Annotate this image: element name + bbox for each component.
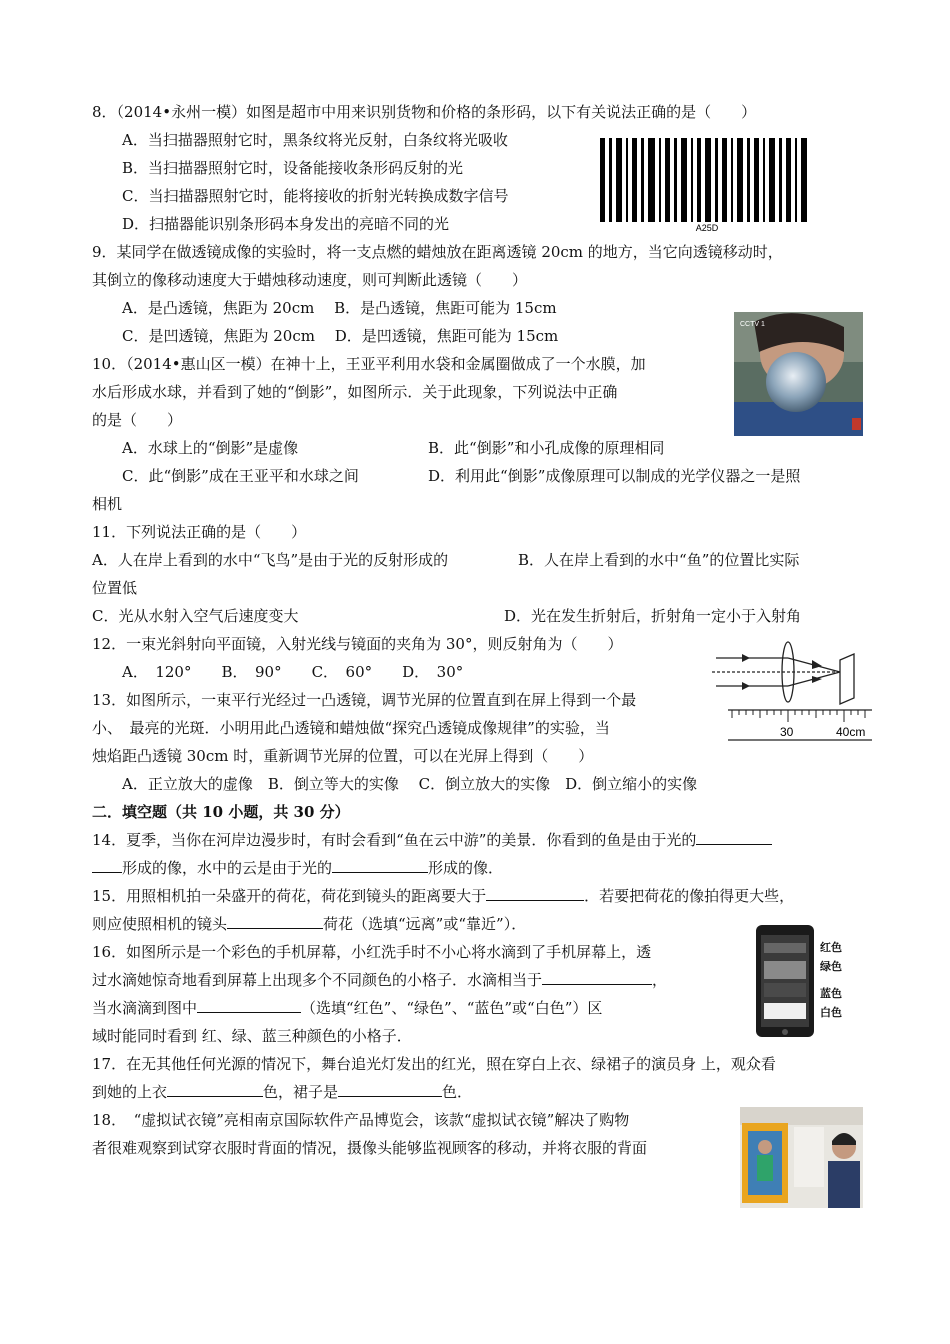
label-green: 绿色	[820, 960, 842, 973]
q8-stem: 8．（2014•永州一模）如图是超市中用来识别货物和价格的条形码，以下有关说法正确的是（ ）	[92, 103, 757, 121]
q18-line2: 者很难观察到试穿衣服时背面的情况，摄像头能够监视顾客的移动，并将衣服的背面	[92, 1139, 648, 1157]
q11-option-a: A．人在岸上看到的水中“飞鸟”是由于光的反射形成的	[92, 551, 449, 569]
blank-q17-2	[338, 1081, 442, 1097]
q17-text1: 到她的上衣	[92, 1083, 168, 1101]
q14-text1: 14．夏季，当你在河岸边漫步时，有时会看到“鱼在云中游”的美景．你看到的鱼是由于光的	[92, 831, 697, 849]
q13-line2: 小、 最亮的光斑．小明用此凸透镜和蜡烛做“探究凸透镜成像规律”的实验，当	[92, 719, 610, 737]
q11-option-d: D．光在发生折射后，折射角一定小于入射角	[504, 607, 802, 625]
q16-line4: 域时能同时看到 红、绿、蓝三种颜色的小格子．	[92, 1027, 412, 1045]
q10-line2: 水后形成水球，并看到了她的“倒影”，如图所示．关于此现象，下列说法中正确	[92, 383, 618, 401]
virtual-mirror-photo	[740, 1107, 863, 1208]
q16-text4: （选填“红色”、“绿色”、“蓝色”或“白色”）区	[301, 999, 603, 1017]
q15-line1	[92, 885, 794, 907]
q15-text1: 15．用照相机拍一朵盛开的荷花，荷花到镜头的距离要大于	[92, 887, 487, 905]
q10-option-a: A．水球上的“倒影”是虚像	[122, 439, 299, 457]
q11-option-b: B．人在岸上看到的水中“鱼”的位置比实际	[518, 551, 800, 569]
q12-options: A． 120° B． 90° C． 60° D． 30°	[122, 663, 464, 681]
q18-line1: 18． “虚拟试衣镜”亮相南京国际软件产品博览会，该款“虚拟试衣镜”解决了购物	[92, 1111, 630, 1129]
cctv-logo: CCTV 1	[740, 321, 765, 328]
q14-line2	[92, 857, 503, 879]
label-red: 红色	[820, 941, 842, 954]
q17-text3: 色．	[442, 1083, 473, 1101]
phone-color-labels	[820, 938, 842, 1022]
q17-text2: 色，裙子是	[263, 1083, 339, 1101]
q10-option-d: D．利用此“倒影”成像原理可以制成的光学仪器之一是照	[428, 467, 801, 485]
q10-option-c: C．此“倒影”成在王亚平和水球之间	[122, 467, 359, 485]
q13-options: A．正立放大的虚像 B．倒立等大的实像 C．倒立放大的实像 D．倒立缩小的实像	[122, 775, 698, 793]
convex-lens-diagram	[712, 634, 880, 746]
q14-line1	[92, 829, 772, 851]
blank-q15-1	[486, 885, 584, 901]
section-heading: 二．填空题（共 10 小题，共 30 分）	[92, 803, 350, 821]
q10-line3: 的是（ ）	[92, 411, 183, 429]
q10-option-d-cont: 相机	[92, 495, 123, 513]
q9-line2: 其倒立的像移动速度大于蜡烛移动速度，则可判断此透镜（ ）	[92, 271, 528, 289]
q17-line2	[92, 1081, 472, 1103]
barcode-image	[598, 134, 816, 234]
q11-stem: 11．下列说法正确的是（ ）	[92, 523, 307, 541]
blank-q15-2	[227, 913, 323, 929]
q16-line2	[92, 969, 667, 991]
q8-option-d: D．扫描器能识别条形码本身发出的亮暗不同的光	[122, 215, 450, 233]
blank-q17-1	[167, 1081, 263, 1097]
label-blue: 蓝色	[820, 987, 842, 1000]
blank-q14-2	[332, 857, 428, 873]
blank-q14-1	[696, 829, 772, 845]
phone-icon	[754, 923, 858, 1039]
barcode-label: A25D	[695, 223, 719, 233]
q11-option-b-cont: 位置低	[92, 579, 138, 597]
q9-line1: 9．某同学在做透镜成像的实验时，将一支点燃的蜡烛放在距离透镜 20cm 的地方，当它向透镜移动时，	[92, 243, 783, 261]
ruler-label-40: 40cm	[836, 725, 866, 739]
q10-line1: 10．（2014•惠山区一模）在神十上，王亚平利用水袋和金属圈做成了一个水膜，加	[92, 355, 646, 373]
q13-line3: 烛焰距凸透镜 30cm 时，重新调节光屏的位置，可以在光屏上得到（ ）	[92, 747, 594, 765]
q9-options-ab: A．是凸透镜，焦距为 20cm B．是凸透镜，焦距可能为 15cm	[122, 299, 557, 317]
q15-text3: 则应使照相机的镜头	[92, 915, 228, 933]
q15-text4: 荷花（选填“远离”或“靠近”）．	[323, 915, 527, 933]
q16-text1: 过水滴她惊奇地看到屏幕上出现多个不同颜色的小格子．水滴相当于	[92, 971, 543, 989]
q14-text2: 形成的像，水中的云是由于光的	[122, 859, 333, 877]
q16-text3: 当水滴滴到图中	[92, 999, 198, 1017]
q13-line1: 13．如图所示，一束平行光经过一凸透镜，调节光屏的位置直到在屏上得到一个最	[92, 691, 637, 709]
q15-line2	[92, 913, 526, 935]
q8-option-b: B．当扫描器照射它时，设备能接收条形码反射的光	[122, 159, 464, 177]
q12-stem: 12．一束光斜射向平面镜，入射光线与镜面的夹角为 30°，则反射角为（ ）	[92, 635, 623, 653]
q10-option-b: B．此“倒影”和小孔成像的原理相同	[428, 439, 665, 457]
q9-options-cd: C．是凹透镜，焦距为 20cm D．是凹透镜，焦距可能为 15cm	[122, 327, 559, 345]
q16-line3	[92, 997, 602, 1019]
phone-screen-figure	[754, 923, 858, 1039]
label-white: 白色	[820, 1006, 842, 1019]
water-ball-photo	[734, 312, 863, 436]
q8-option-a: A．当扫描器照射它时，黑条纹将光反射，白条纹将光吸收	[122, 131, 508, 149]
q14-text3: 形成的像．	[428, 859, 504, 877]
q16-text2: ，	[652, 971, 668, 989]
blank-q14-1-cont	[92, 857, 122, 873]
ruler-label-30: 30	[780, 725, 794, 739]
blank-q16-2	[197, 997, 301, 1013]
q17-line1: 17．在无其他任何光源的情况下，舞台追光灯发出的红光，照在穿白上衣、绿裙子的演员身 上，观众看	[92, 1055, 776, 1073]
q11-option-c: C．光从水射入空气后速度变大	[92, 607, 299, 625]
q15-text2: ．若要把荷花的像拍得更大些，	[584, 887, 795, 905]
blank-q16-1	[542, 969, 652, 985]
q8-option-c: C．当扫描器照射它时，能将接收的折射光转换成数字信号	[122, 187, 509, 205]
q16-line1: 16．如图所示是一个彩色的手机屏幕，小红洗手时不小心将水滴到了手机屏幕上，透	[92, 943, 652, 961]
